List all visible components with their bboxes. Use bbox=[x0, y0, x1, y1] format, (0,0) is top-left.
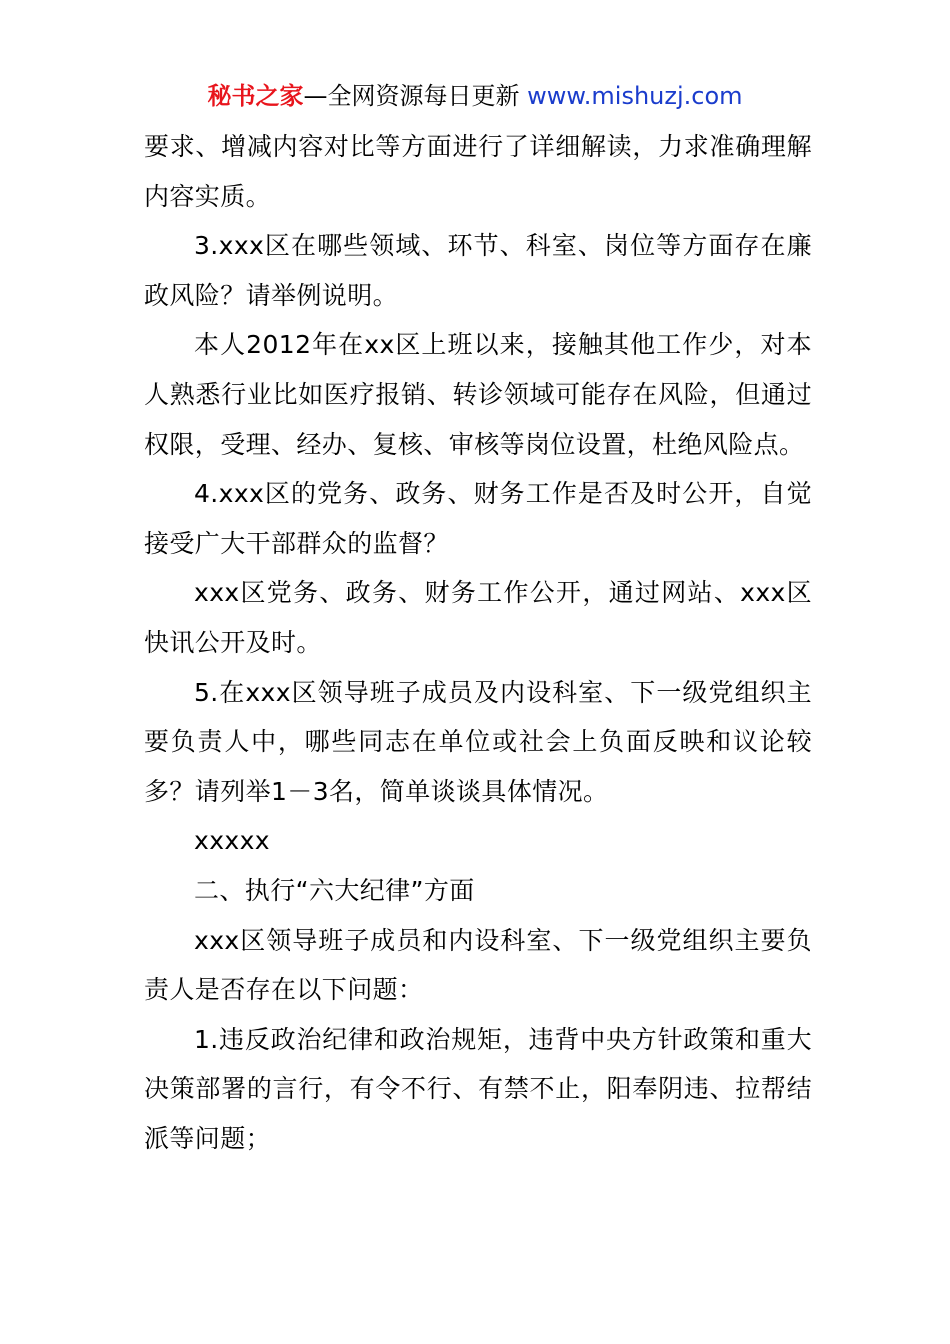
section-heading: 二、执行“六大纪律”方面 bbox=[194, 875, 475, 905]
website-link[interactable]: www.mishuzj.com bbox=[527, 82, 743, 110]
page-header bbox=[0, 78, 950, 114]
brand-name: 秘书之家 bbox=[207, 82, 304, 110]
answer-4: xxx区党务、政务、财务工作公开，通过网站、xxx区快讯公开及时。 bbox=[144, 578, 812, 657]
question-5: 5.在xxx区领导班子成员及内设科室、下一级党组织主要负责人中，哪些同志在单位或社会上负面反映和议论较多？请列举1－3名，简单谈谈具体情况。 bbox=[144, 677, 812, 806]
question-4: 4.xxx区的党务、政务、财务工作是否及时公开，自觉接受广大干部群众的监督？ bbox=[144, 479, 812, 558]
answer-3: 本人2012年在xx区上班以来，接触其他工作少，对本人熟悉行业比如医疗报销、转诊领域可能存在风险，但通过权限，受理、经办、复核、审核等岗位设置，杜绝风险点。 bbox=[144, 330, 812, 459]
paragraph-continuation: 要求、增减内容对比等方面进行了详细解读，力求准确理解内容实质。 bbox=[144, 132, 812, 211]
document-body bbox=[144, 122, 812, 1163]
question-3: 3.xxx区在哪些领域、环节、科室、岗位等方面存在廉政风险？请举例说明。 bbox=[144, 231, 812, 310]
answer-5: xxxxx bbox=[194, 826, 270, 856]
header-tagline: —全网资源每日更新 bbox=[303, 82, 520, 110]
item-1: 1.违反政治纪律和政治规矩，违背中央方针政策和重大决策部署的言行，有令不行、有禁不止，阳奉阴违、拉帮结派等问题； bbox=[144, 1024, 812, 1153]
section-intro: xxx区领导班子成员和内设科室、下一级党组织主要负责人是否存在以下问题： bbox=[144, 925, 812, 1005]
